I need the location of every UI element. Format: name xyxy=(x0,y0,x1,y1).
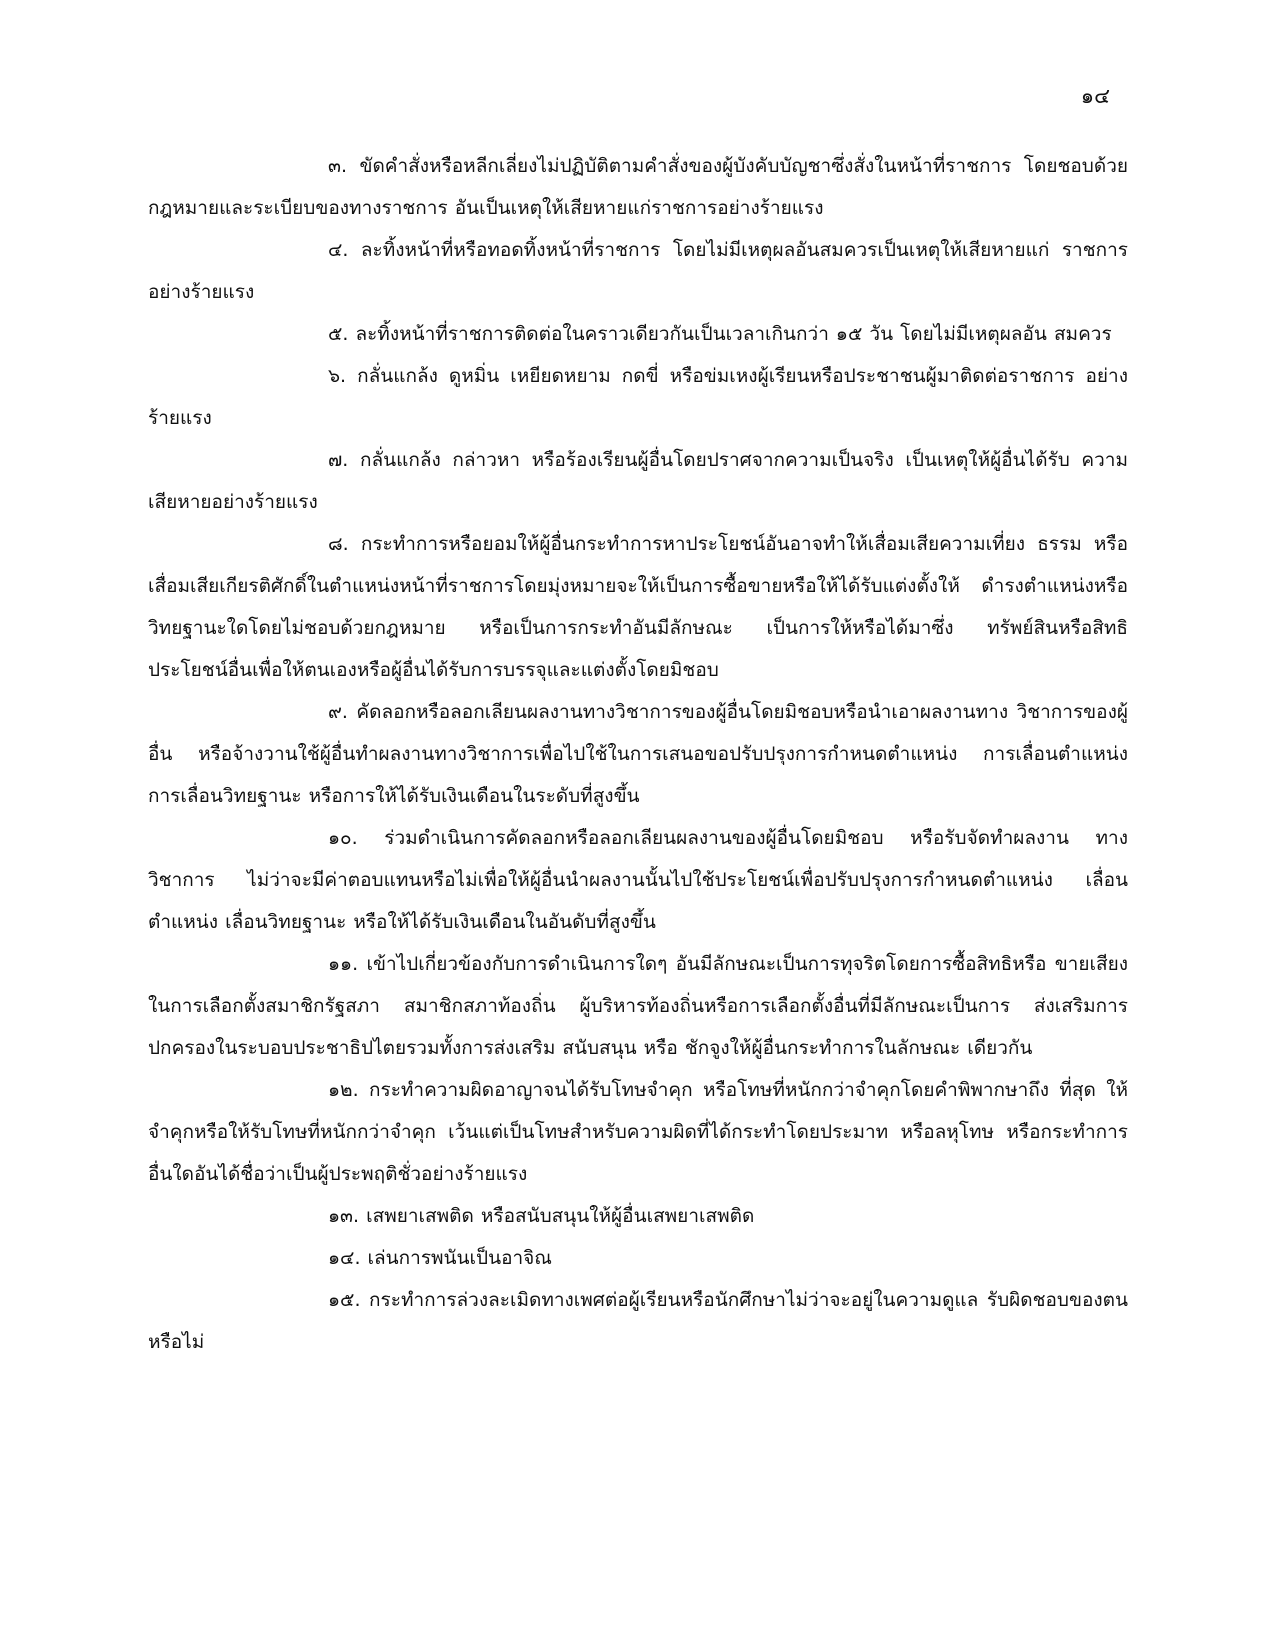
clause-15: ๑๕. กระทำการล่วงละเมิดทางเพศต่อผู้เรียนหรือนักศึกษาไม่ว่าจะอยู่ในความดูแล รับผิดชอบของตนหรือไม่ xyxy=(148,1289,1128,1353)
clause-11: ๑๑. เข้าไปเกี่ยวข้องกับการดำเนินการใดๆ อันมีลักษณะเป็นการทุจริตโดยการซื้อสิทธิหรือ ขายเสียงในการเลือกตั้งสมาชิกรัฐสภา สมาชิกสภาท้องถิ่น ผู้บริหารท้องถิ่นหรือการเลือกตั้งอื่นที่มีลักษณะเป็นการ ส่งเสริมการปกครองในระบอบประชาธิปไตยรวมทั้งการส่งเสริม สนับสนุน หรือ ชักจูงให้ผู้อื่นกระทำการในลักษณะ เดียวกัน xyxy=(148,953,1128,1059)
clause-9: ๙. คัดลอกหรือลอกเลียนผลงานทางวิชาการของผู้อื่นโดยมิชอบหรือนำเอาผลงานทาง วิชาการของผู้อื่น หรือจ้างวานใช้ผู้อื่นทำผลงานทางวิชาการเพื่อไปใช้ในการเสนอขอปรับปรุงการกำหนดตำแหน่ง การเลื่อนตำแหน่ง การเลื่อนวิทยฐานะ หรือการให้ได้รับเงินเดือนในระดับที่สูงขึ้น xyxy=(148,701,1128,807)
document-body xyxy=(148,145,1128,1363)
clause-14: ๑๔. เล่นการพนันเป็นอาจิณ xyxy=(328,1247,552,1269)
clause-8: ๘. กระทำการหรือยอมให้ผู้อื่นกระทำการหาประโยชน์อันอาจทำให้เสื่อมเสียความเที่ยง ธรรม หรือเสื่อมเสียเกียรติศักดิ์ในตำแหน่งหน้าที่ราชการโดยมุ่งหมายจะให้เป็นการซื้อขายหรือให้ได้รับแต่งตั้งให้ ดำรงตำแหน่งหรือวิทยฐานะใดโดยไม่ชอบด้วยกฎหมาย หรือเป็นการกระทำอันมีลักษณะ เป็นการให้หรือได้มาซึ่ง ทรัพย์สินหรือสิทธิประโยชน์อื่นเพื่อให้ตนเองหรือผู้อื่นได้รับการบรรจุและแต่งตั้งโดยมิชอบ xyxy=(148,533,1128,681)
clause-7: ๗. กลั่นแกล้ง กล่าวหา หรือร้องเรียนผู้อื่นโดยปราศจากความเป็นจริง เป็นเหตุให้ผู้อื่นได้รับ ความเสียหายอย่างร้ายแรง xyxy=(148,449,1128,513)
clause-5: ๕. ละทิ้งหน้าที่ราชการติดต่อในคราวเดียวกันเป็นเวลาเกินกว่า ๑๕ วัน โดยไม่มีเหตุผลอัน สมควร xyxy=(328,323,1112,345)
clause-12: ๑๒. กระทำความผิดอาญาจนได้รับโทษจำคุก หรือโทษที่หนักกว่าจำคุกโดยคำพิพากษาถึง ที่สุด ให้จำคุกหรือให้รับโทษที่หนักกว่าจำคุก เว้นแต่เป็นโทษสำหรับความผิดที่ได้กระทำโดยประมาท หรือลหุโทษ หรือกระทำการอื่นใดอันได้ชื่อว่าเป็นผู้ประพฤติชั่วอย่างร้ายแรง xyxy=(148,1079,1128,1185)
clause-3: ๓. ขัดคำสั่งหรือหลีกเลี่ยงไม่ปฏิบัติตามคำสั่งของผู้บังคับบัญชาซึ่งสั่งในหน้าที่ราชการ โดยชอบด้วยกฎหมายและระเบียบของทางราชการ อันเป็นเหตุให้เสียหายแก่ราชการอย่างร้ายแรง xyxy=(148,155,1128,219)
clause-4: ๔. ละทิ้งหน้าที่หรือทอดทิ้งหน้าที่ราชการ โดยไม่มีเหตุผลอันสมควรเป็นเหตุให้เสียหายแก่ ราชการอย่างร้ายแรง xyxy=(148,239,1128,303)
clause-13: ๑๓. เสพยาเสพติด หรือสนับสนุนให้ผู้อื่นเสพยาเสพติด xyxy=(328,1205,755,1227)
clause-10: ๑๐. ร่วมดำเนินการคัดลอกหรือลอกเลียนผลงานของผู้อื่นโดยมิชอบ หรือรับจัดทำผลงาน ทางวิชาการ ไม่ว่าจะมีค่าตอบแทนหรือไม่เพื่อให้ผู้อื่นนำผลงานนั้นไปใช้ประโยชน์เพื่อปรับปรุงการกำหนดตำแหน่ง เลื่อนตำแหน่ง เลื่อนวิทยฐานะ หรือให้ได้รับเงินเดือนในอันดับที่สูงขึ้น xyxy=(148,827,1128,933)
clause-6: ๖. กลั่นแกล้ง ดูหมิ่น เหยียดหยาม กดขี่ หรือข่มเหงผู้เรียนหรือประชาชนผู้มาติดต่อราชการ อย่างร้ายแรง xyxy=(148,365,1128,429)
page-number: ๑๔ xyxy=(1080,84,1110,108)
